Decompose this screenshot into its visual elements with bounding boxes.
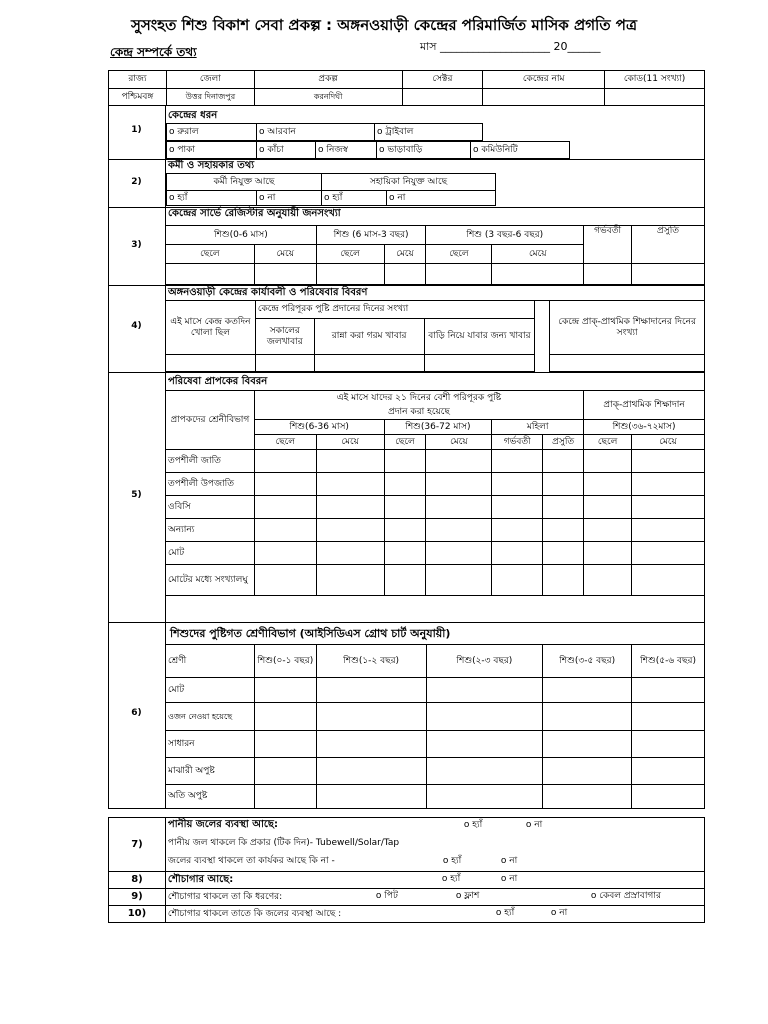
section-2-number: 2) [131, 177, 142, 187]
col-boy: ছেলে [254, 435, 316, 450]
toilet-yes[interactable]: o হ্যাঁ [441, 874, 461, 884]
pregnant-header: গর্ভবতী [584, 226, 632, 264]
table-row [166, 678, 705, 703]
row-label-severe: অতি অপুষ্ট [166, 785, 255, 809]
row-label-minority: মোটের মধ্যে সংখ্যালঘু [166, 565, 255, 596]
col-girl: মেয়ে [426, 435, 492, 450]
cell-input[interactable] [255, 355, 314, 372]
option-flush[interactable]: o ফ্লাশ [455, 891, 480, 901]
option-kutcha[interactable]: o কাঁচা [257, 142, 316, 159]
option-community[interactable]: o কমিউনিটি [471, 142, 570, 159]
cell-input[interactable] [166, 355, 256, 372]
breakfast-label: সকালের জলখাবার [255, 319, 314, 355]
option-tribal[interactable]: o ট্রাইবাল [375, 124, 483, 141]
section-4-number: 4) [131, 321, 142, 331]
boy-header: ছেলে [426, 245, 492, 264]
district-header: জেলা [166, 71, 254, 89]
cell-input[interactable] [384, 264, 426, 285]
helper-yes[interactable]: o হ্যাঁ [322, 191, 387, 206]
preschool-days-label: কেন্দ্রে প্রাক্-প্রাথমিক শিক্ষাদানের দিনের সংখ্যা [550, 301, 705, 355]
col-pregnant: গর্ভবতী [492, 435, 543, 450]
toilet-cell [165, 872, 704, 889]
group-3y-6y: শিশু (3 বছর-6 বছর) [426, 226, 584, 245]
toilet-question: শৌচাগার আছে: [167, 874, 234, 886]
divider-4-5 [108, 372, 705, 373]
worker-no[interactable]: o না [257, 191, 322, 206]
cell-input[interactable] [254, 264, 316, 285]
section-8-number: 8) [109, 872, 166, 889]
col-boy: ছেলে [384, 435, 426, 450]
toilet-no[interactable]: o না [500, 874, 518, 884]
table-row [166, 758, 705, 785]
preschool-header: প্রাক্-প্রাথমিক শিক্ষাদান [584, 391, 705, 420]
sector-field[interactable] [402, 89, 483, 106]
supp-days-label: কেন্দ্রে পরিপূরক পুষ্টি প্রদানের দিনের সংখ্যা [255, 301, 534, 319]
row-label-moderate: মাঝারী অপুষ্ট [166, 758, 255, 785]
section-5-title: পরিষেবা প্রাপকের বিবরন [168, 376, 268, 387]
cell-input[interactable] [550, 355, 705, 372]
table-row [166, 473, 705, 496]
row-label-weighed: ওজন নেওয়া হয়েছে [166, 703, 255, 731]
col-category: শ্রেণী [166, 645, 255, 678]
month-line: মাস ____________________ 20______ [420, 40, 601, 53]
section-5-number: 5) [131, 490, 142, 500]
section-6-number: 6) [131, 708, 142, 718]
center-name-field[interactable] [483, 89, 605, 106]
section-6-title: শিশুদের পুষ্টিগত শ্রেণীবিভাগ (আইসিডিএস গ্রোথ চার্ট অনুযায়ী) [170, 627, 451, 640]
center-name-header: কেন্দ্রের নাম [483, 71, 605, 89]
sub-child-6-36: শিশু(6-36 মাস) [254, 420, 384, 435]
girl-header: মেয়ে [254, 245, 316, 264]
cell-input[interactable] [426, 264, 492, 285]
table-row [166, 703, 705, 731]
sector-header: সেক্টর [402, 71, 483, 89]
option-rented[interactable]: o ভাড়াবাড়ি [377, 142, 471, 159]
thr-label: বাড়ি নিয়ে যাবার জন্য খাবার [424, 319, 535, 355]
population-table [165, 225, 705, 285]
days-open-label: এই মাসে কেন্দ্র কতদিন খোলা ছিল [166, 301, 256, 355]
section-9-number: 9) [109, 889, 166, 906]
nutrition-table [165, 644, 705, 809]
row-label-total: মোট [166, 678, 255, 703]
col-2-3y: শিশু(২-৩ বছর) [426, 645, 543, 678]
col-0-1y: শিশু(০-১ বছর) [254, 645, 316, 678]
row-label-st: তপশীলী উপজাতি [166, 473, 255, 496]
col-boy: ছেলে [584, 435, 632, 450]
center-info-table [108, 70, 705, 106]
table-row [166, 565, 705, 596]
col-lactating: প্রসুতি [543, 435, 584, 450]
option-rural[interactable]: o রুরাল [167, 124, 257, 141]
table-row [166, 731, 705, 758]
helper-no[interactable]: o না [387, 191, 496, 206]
girl-header: মেয়ে [492, 245, 584, 264]
divider-5-6 [108, 622, 705, 623]
hot-meal-label: রান্না করা গরম খাবার [314, 319, 424, 355]
toilet-type-cell [165, 889, 704, 906]
toilet-type-question: শৌচাগার থাকলে তা কি ধরণের: [167, 891, 283, 902]
lactating-header: প্রসুতি [632, 226, 705, 264]
toilet-water-yes[interactable]: o হ্যাঁ [495, 908, 515, 918]
project-value: করনদিঘী [254, 89, 402, 106]
water-no[interactable]: o না [525, 820, 543, 830]
option-urinal[interactable]: o কেবল প্রস্রাবাগার [590, 891, 661, 901]
section-10-number: 10) [109, 906, 166, 923]
section-2-title: কর্মী ও সহায়কার তথ্য [168, 160, 255, 171]
section-title: কেন্দ্র সম্পর্কে তথ্য [110, 45, 197, 59]
worker-yes[interactable]: o হ্যাঁ [167, 191, 257, 206]
cell-input[interactable] [492, 264, 584, 285]
helper-label: সহায়িকা নিযুক্ত আছে [322, 174, 496, 191]
state-header: রাজ্য [109, 71, 167, 89]
row-label-sc: তপশীলী জাতি [166, 450, 255, 473]
girl-header: মেয়ে [384, 245, 426, 264]
toilet-water-question: শৌচাগার থাকলে তাতে কি জলের ব্যবস্থা আছে : [167, 908, 342, 919]
water-question: পানীয় জলের ব্যবস্থা আছে: [167, 819, 278, 830]
table-row [166, 496, 705, 519]
beneficiary-table [165, 390, 705, 596]
category-header: প্রাপকদের শ্রেনীবিভাগ [166, 391, 255, 450]
table-row [166, 519, 705, 542]
row-label-normal: সাধারন [166, 731, 255, 758]
facilities-table [108, 817, 705, 923]
section-4-title: অঙ্গনওয়াড়ী কেন্দ্রের কার্যাবলী ও পরিষেবার বিবরণ [168, 287, 368, 298]
option-pit[interactable]: o পিট [375, 891, 398, 901]
group-6m-3y: শিশু (6 মাস-3 বছর) [316, 226, 426, 245]
code-field[interactable] [605, 89, 705, 106]
section-1-number: 1) [131, 125, 142, 135]
section-3-number: 3) [131, 240, 142, 250]
section-1-title: কেন্দ্রের ধরন [168, 110, 218, 121]
functional-yes[interactable]: o হ্যাঁ [442, 856, 462, 866]
boy-header: ছেলে [316, 245, 384, 264]
section-3-title: কেন্দ্রের সার্ভে রেজিস্টার অনুযায়ী জনসংখ্যা [168, 208, 341, 219]
activities-table [165, 300, 705, 372]
section-7-number: 7) [109, 818, 166, 872]
option-pucca[interactable]: o পাকা [167, 142, 257, 159]
col-1-2y: শিশু(১-২ বছর) [316, 645, 426, 678]
form-title: সুসংহত শিশু বিকাশ সেবা প্রকল্প : অঙ্গনওয়াড়ী কেন্দ্রের পরিমার্জিত মাসিক প্রগতি পত্র [130, 16, 637, 34]
center-type-options [166, 123, 483, 141]
staff-table [166, 173, 496, 206]
cell-input[interactable] [632, 264, 705, 285]
water-functional-line: জলের ব্যবস্থা থাকলে তা কার্যকর আছে কি না - [167, 856, 335, 866]
cell-input[interactable] [584, 264, 632, 285]
toilet-water-cell [165, 906, 704, 923]
spacer-cell [535, 301, 550, 372]
functional-no[interactable]: o না [500, 856, 518, 866]
col-girl: মেয়ে [632, 435, 705, 450]
water-type-line: পানীয় জল থাকলে কি প্রকার (টিক দিন)- Tubewell/Solar/Tap [167, 838, 400, 848]
toilet-water-no[interactable]: o না [550, 908, 568, 918]
state-value: পশ্চিমবঙ্গ [109, 89, 167, 106]
col-girl: মেয়ে [316, 435, 384, 450]
sub-preschool-child: শিশু(৩৬-৭২মাস) [584, 420, 705, 435]
option-own[interactable]: o নিজস্ব [316, 142, 377, 159]
table-row [166, 542, 705, 565]
code-header: কোড(11 সংখ্যা) [605, 71, 705, 89]
worker-label: কর্মী নিযুক্ত আছে [167, 174, 322, 191]
district-value: উত্তর দিনাজপুর [166, 89, 254, 106]
option-urban[interactable]: o আরবান [257, 124, 375, 141]
row-label-others: অন্যান্য [166, 519, 255, 542]
project-header: প্রকল্প [254, 71, 402, 89]
snp-header-line2: প্রদান করা হয়েছে [254, 406, 583, 420]
cell-input[interactable] [424, 355, 535, 372]
col-3-5y: শিশু(৩-৫ বছর) [543, 645, 632, 678]
row-label-total: মোট [166, 542, 255, 565]
building-type-options [166, 141, 570, 159]
cell-input[interactable] [166, 264, 255, 285]
sub-child-36-72: শিশু(36-72 মাস) [384, 420, 492, 435]
boy-header: ছেলে [166, 245, 255, 264]
group-0-6m: শিশু(0-6 মাস) [166, 226, 317, 245]
col-5-6y: শিশু(৫-৬ বছর) [632, 645, 705, 678]
table-row [166, 785, 705, 809]
snp-header: এই মাসে যাদের ২১ দিনের বেশী পরিপূরক পুষ্টি [254, 391, 583, 406]
table-row [166, 450, 705, 473]
sub-women: মহিলা [492, 420, 584, 435]
water-cell [165, 818, 704, 872]
row-label-obc: ওবিসি [166, 496, 255, 519]
water-yes[interactable]: o হ্যাঁ [463, 820, 483, 830]
cell-input[interactable] [314, 355, 424, 372]
cell-input[interactable] [316, 264, 384, 285]
